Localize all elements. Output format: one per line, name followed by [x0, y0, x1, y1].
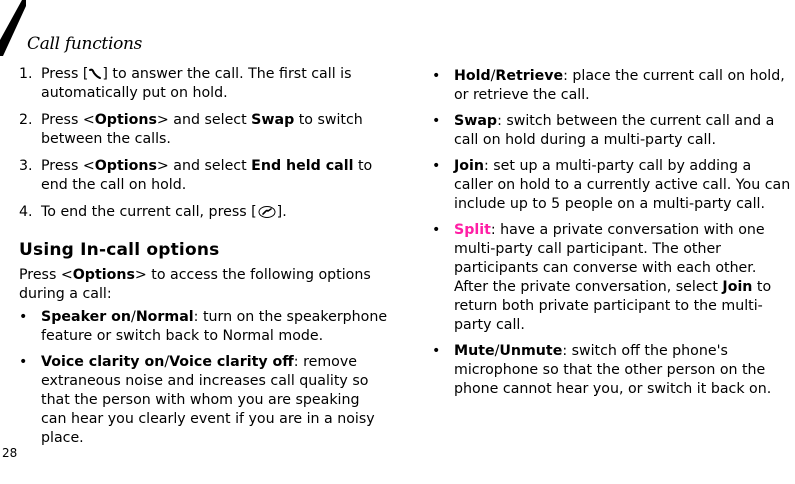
- intro-text: Press <: [19, 267, 73, 283]
- option-description: to return both private participant to the multi-party call.: [454, 279, 772, 333]
- option-term: Unmute: [499, 343, 563, 359]
- left-column: [19, 65, 389, 455]
- option-swap: [432, 112, 794, 150]
- option-description: : turn on the speakerphone feature or switch back to Normal mode.: [41, 309, 388, 344]
- option-separator: /: [164, 354, 170, 370]
- step-number: 2.: [19, 112, 33, 128]
- option-description: : switch off the phone's microphone so that the other person on the phone cannot hear you, or switch it back on.: [454, 343, 772, 397]
- option-term: Speaker on: [41, 309, 132, 325]
- option-mute: [432, 342, 794, 399]
- option-description: : switch between the current call and a call on hold during a multi-party call.: [454, 113, 775, 148]
- step-text: Press <: [41, 158, 95, 174]
- option-term: Retrieve: [495, 68, 564, 84]
- option-term-split: Split: [454, 222, 491, 238]
- options-label: Options: [94, 112, 157, 128]
- option-join: [432, 157, 794, 214]
- option-split: [432, 221, 794, 335]
- option-term: Join: [454, 158, 484, 174]
- section-heading: Using In-call options: [19, 240, 220, 260]
- options-label: Options: [94, 158, 157, 174]
- bullet-marker: •: [432, 68, 441, 84]
- right-column: [432, 67, 794, 406]
- option-term: Normal: [135, 309, 194, 325]
- option-hold: [432, 67, 794, 105]
- intro-text: > to access the following options during a call:: [19, 267, 371, 302]
- bullet-marker: •: [432, 222, 441, 238]
- step-text: Press [: [41, 66, 89, 82]
- step-number: 4.: [19, 204, 33, 220]
- step-text: To end the current call, press [: [41, 204, 257, 220]
- option-term: Voice clarity off: [169, 354, 294, 370]
- join-label: Join: [722, 279, 753, 295]
- step-3: [19, 157, 389, 195]
- page-number: 28: [2, 446, 18, 460]
- option-separator: /: [490, 68, 496, 84]
- option-description: : remove extraneous noise and increases call quality so that the person with whom you are speaking can hear you clearly event if you are in a noisy place.: [41, 354, 375, 446]
- option-voice-clarity: [19, 353, 389, 448]
- swap-label: Swap: [251, 112, 295, 128]
- option-term: Swap: [454, 113, 498, 129]
- step-text: to switch between the calls.: [41, 112, 363, 147]
- bullet-marker: •: [19, 309, 28, 325]
- end-key-icon: [257, 205, 277, 219]
- option-description: : place the current call on hold, or retrieve the call.: [454, 68, 785, 103]
- page-header-title: Call functions: [27, 34, 143, 54]
- step-2: [19, 111, 389, 149]
- bullet-marker: •: [19, 354, 28, 370]
- step-4: [19, 203, 389, 222]
- step-number: 1.: [19, 66, 33, 82]
- step-text: Press <: [41, 112, 95, 128]
- option-separator: /: [131, 309, 136, 325]
- bullet-marker: •: [432, 158, 441, 174]
- bullet-marker: •: [432, 343, 441, 359]
- send-key-icon: [88, 67, 102, 81]
- option-description: : set up a multi-party call by adding a caller on hold to a currently active call. You can include up to 5 people on a multi-party call.: [454, 158, 791, 212]
- step-text: > and select: [156, 158, 252, 174]
- step-text: to end the call on hold.: [41, 158, 373, 193]
- end-held-call-label: End held call: [251, 158, 354, 174]
- step-text: ].: [276, 204, 287, 220]
- option-term: Mute: [454, 343, 495, 359]
- step-1: [19, 65, 389, 103]
- step-text: ] to answer the call. The first call is automatically put on hold.: [41, 66, 352, 101]
- header-accent-bar: [0, 0, 26, 56]
- options-label: Options: [72, 267, 135, 283]
- bullet-marker: •: [432, 113, 441, 129]
- option-separator: /: [494, 343, 500, 359]
- section-intro: [19, 266, 389, 304]
- option-term: Hold: [454, 68, 491, 84]
- step-number: 3.: [19, 158, 33, 174]
- option-description: : have a private conversation with one multi-party call participant. The other participants can converse with each other. After the private conversation, select: [454, 222, 765, 295]
- option-speaker: [19, 308, 389, 346]
- step-text: > and select: [156, 112, 252, 128]
- option-term: Voice clarity on: [41, 354, 165, 370]
